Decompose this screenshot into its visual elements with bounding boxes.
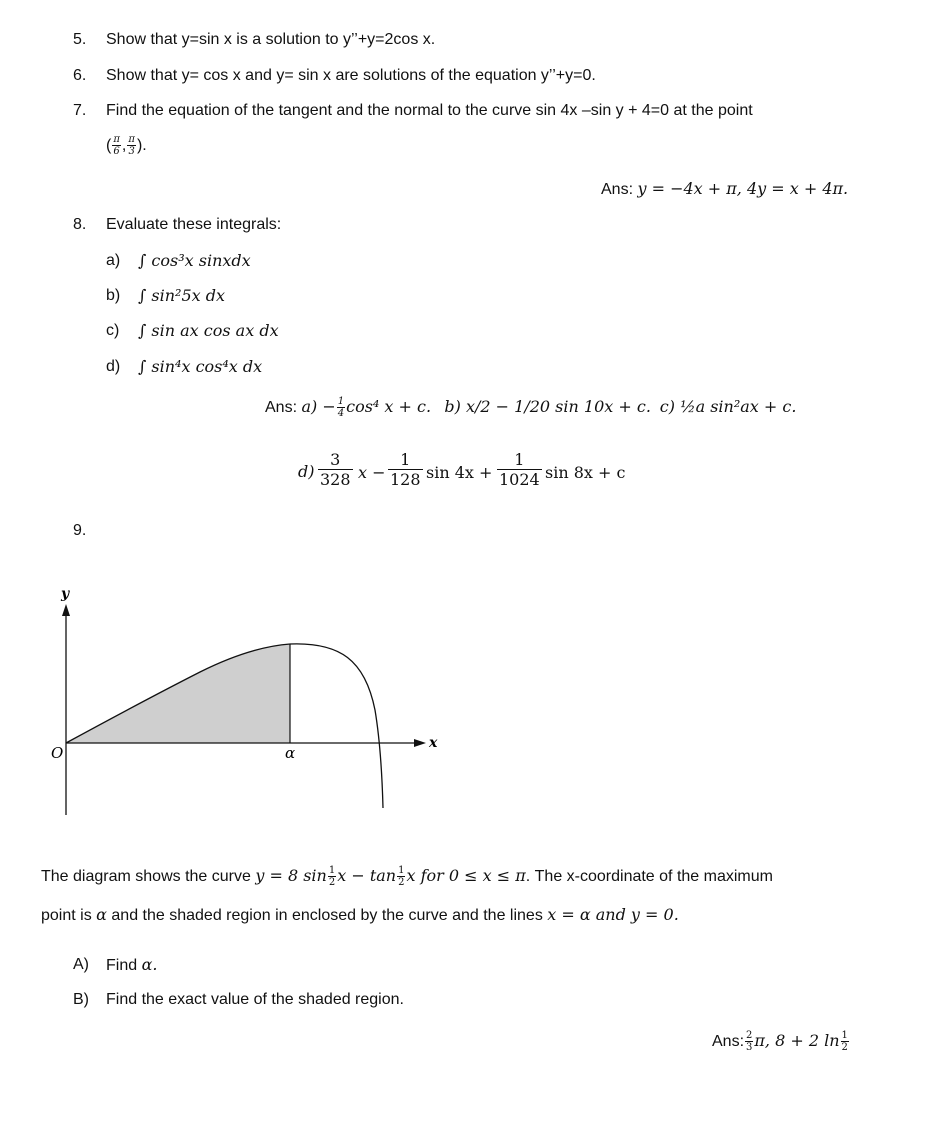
- q9-answer: Ans: $\frac{2}{3}$ π, 8 + 2 ln $\frac{1}{2}$: [712, 1030, 848, 1054]
- q9-number: 9.: [73, 522, 87, 539]
- q8-item-a-label: a): [106, 252, 121, 269]
- q9-part-b-text: Find the exact value of the shaded region.: [106, 991, 404, 1008]
- q8-text: Evaluate these integrals:: [106, 216, 282, 233]
- q8-item-c-expr: ∫ sin ax cos ax dx: [138, 321, 279, 340]
- q6-text: Show that y= cos x and y= sin x are solutions of the equation y’’+y=0.: [106, 67, 596, 84]
- q8-answer-d-term2: sin 4x +: [426, 463, 493, 482]
- q8-number: 8.: [73, 216, 87, 233]
- q8-answer-d-term1: x −: [358, 463, 386, 482]
- q5-text: Show that y=sin x is a solution to y’’+y=2cos x.: [106, 31, 436, 48]
- curve-falling: [290, 644, 383, 808]
- x-axis-label: x: [429, 735, 438, 751]
- q8-item-d-expr: ∫ sin⁴x cos⁴x dx: [138, 357, 263, 376]
- q8-item-d-label: d): [106, 358, 121, 375]
- q9-graph: [40, 580, 460, 815]
- origin-label: O: [51, 744, 64, 762]
- q8-answer-d-frac2: 1 128: [390, 450, 421, 489]
- y-axis-arrow: [62, 604, 70, 616]
- q9-part-b-label: B): [73, 991, 89, 1008]
- q8-answer-d-frac1: 3 328: [320, 450, 351, 489]
- alpha-label: α: [285, 744, 296, 762]
- q8-item-b-expr: ∫ sin²5x dx: [138, 286, 226, 305]
- q8-item-a-expr: ∫ cos³x sinxdx: [138, 251, 251, 270]
- q9-description-line2: point is α and the shaded region in enclosed by the curve and the lines x = α and y = 0.: [41, 905, 679, 924]
- q7-point: ( $\frac{\pi}{6}$ , $\frac{\pi}{3}$ ).: [106, 134, 147, 158]
- q7-answer: Ans: y = −4x + π, 4y = x + 4π.: [601, 179, 849, 198]
- q8-item-b-label: b): [106, 287, 121, 304]
- q8-answer-d-label: d): [298, 462, 315, 481]
- q8-answer-abc: Ans: a) − $\frac{1}{4}$ cos⁴ x + c. b) x/2 − 1/20 sin 10x + c. c) ½a sin²ax + c.: [265, 396, 797, 420]
- q7-text: Find the equation of the tangent and the normal to the curve sin 4x –sin y + 4=0 at the point: [106, 102, 753, 119]
- q5-number: 5.: [73, 31, 87, 48]
- q9-part-a-label: A): [73, 956, 89, 973]
- y-axis-label: y: [61, 586, 70, 602]
- q8-answer-d-frac3: 1 1024: [499, 450, 540, 489]
- q8-answer-d-term3: sin 8x + c: [545, 463, 626, 482]
- q9-description-line1: The diagram shows the curve y = 8 sin $\frac{1}{2}$ x − tan $\frac{1}{2}$ x for 0 ≤ x ≤ π. The x-coordinate of the maximum: [41, 865, 773, 889]
- x-axis-arrow: [414, 739, 426, 747]
- q8-item-c-label: c): [106, 322, 120, 339]
- q7-number: 7.: [73, 102, 87, 119]
- q9-part-a-text: Find α.: [106, 955, 158, 974]
- shaded-region: [66, 644, 290, 743]
- q6-number: 6.: [73, 67, 87, 84]
